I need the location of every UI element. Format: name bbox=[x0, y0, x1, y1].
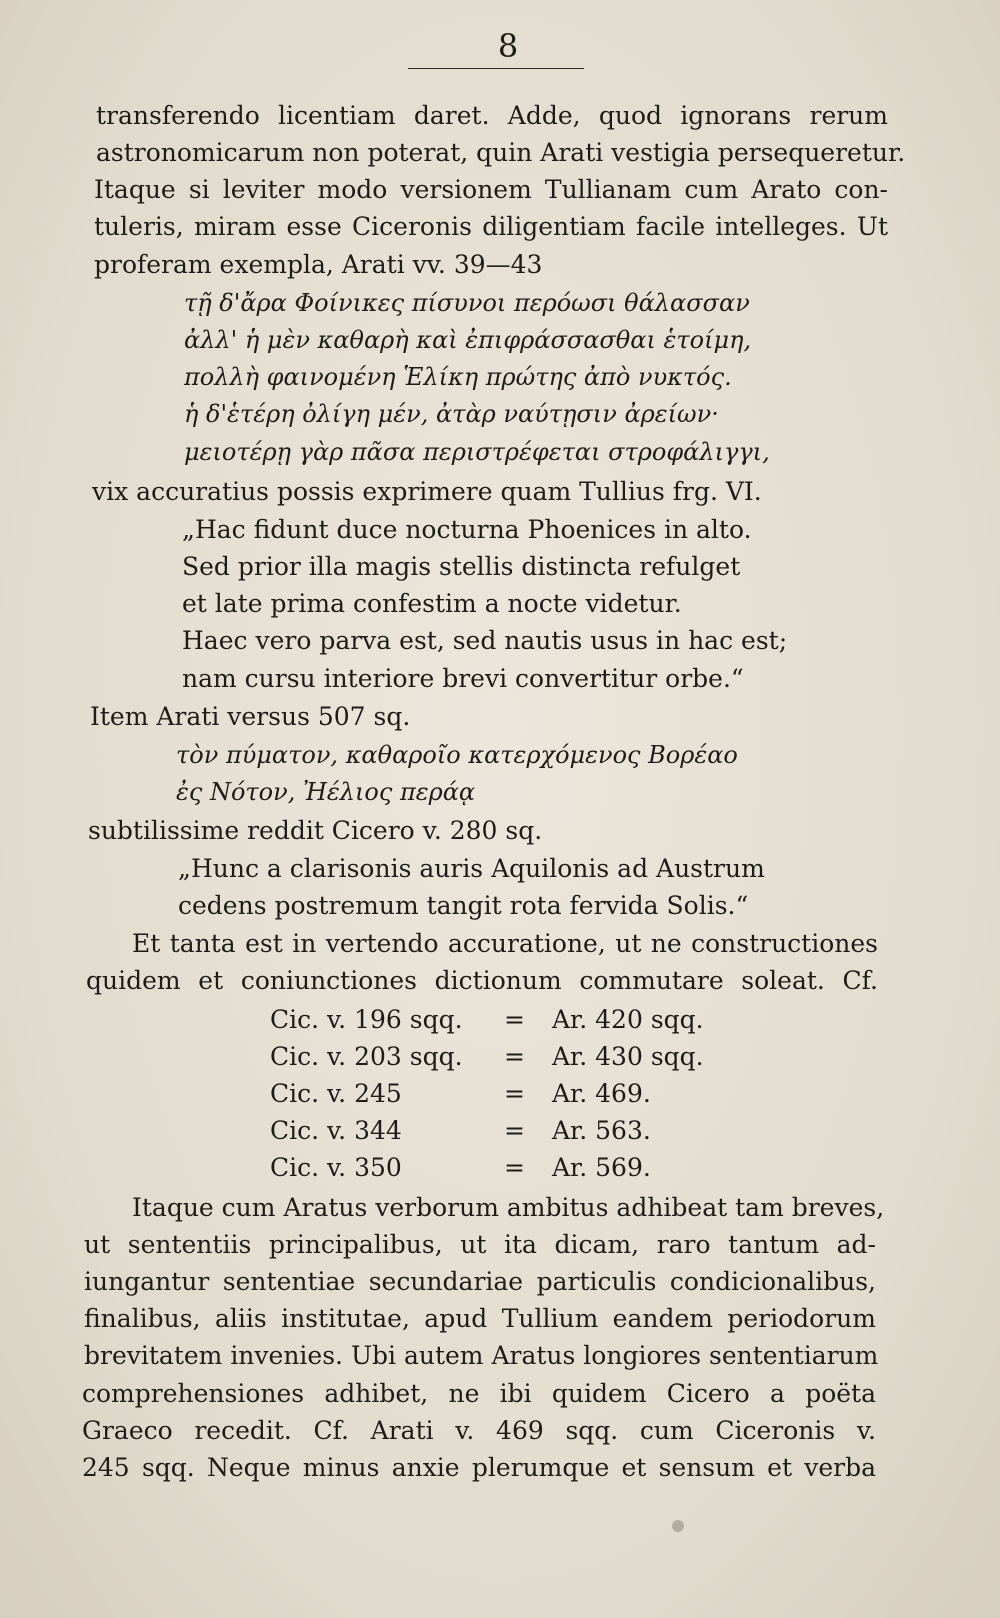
equals-sign: = bbox=[504, 1153, 525, 1182]
text-line: Et tanta est in vertendo accuratione, ut ne constructiones bbox=[132, 929, 878, 958]
equals-sign: = bbox=[504, 1079, 525, 1108]
greek-verse: ἀλλ' ἡ μὲν καθαρὴ καὶ ἐπιφράσσασθαι ἑτοίμη, bbox=[184, 326, 752, 354]
aratus-ref: Ar. 469. bbox=[552, 1079, 651, 1108]
greek-verse: τῇ δ'ἄρα Φοίνικες πίσυνοι περόωσι θάλασσαν bbox=[184, 289, 750, 317]
ink-spot bbox=[672, 1520, 684, 1532]
text-line: proferam exempla, Arati vv. 39—43 bbox=[94, 250, 543, 279]
cicero-ref: Cic. v. 344 bbox=[270, 1116, 402, 1145]
text-line: brevitatem invenies. Ubi autem Aratus longiores sententiarum bbox=[84, 1341, 879, 1370]
latin-verse: „Hunc a clarisonis auris Aquilonis ad Austrum bbox=[178, 854, 765, 883]
aratus-ref: Ar. 563. bbox=[552, 1116, 651, 1145]
latin-verse: Sed prior illa magis stellis distincta refulget bbox=[182, 552, 741, 581]
text-line: transferendo licentiam daret. Adde, quod ignorans rerum bbox=[96, 101, 888, 130]
equals-sign: = bbox=[504, 1116, 525, 1145]
cicero-ref: Cic. v. 196 sqq. bbox=[270, 1005, 463, 1034]
text-line: ut sententiis principalibus, ut ita dicam, raro tantum ad- bbox=[84, 1230, 876, 1259]
text-line: astronomicarum non poterat, quin Arati vestigia persequeretur. bbox=[96, 138, 906, 167]
aratus-ref: Ar. 430 sqq. bbox=[552, 1042, 704, 1071]
text-line: subtilissime reddit Cicero v. 280 sq. bbox=[88, 816, 543, 845]
text-line: tuleris, miram esse Ciceronis diligentiam facile intelleges. Ut bbox=[94, 212, 888, 241]
latin-verse: nam cursu interiore brevi convertitur orbe.“ bbox=[182, 664, 744, 693]
text-line: vix accuratius possis exprimere quam Tullius frg. VI. bbox=[92, 477, 762, 506]
header-rule bbox=[408, 68, 584, 69]
text-line: Itaque cum Aratus verborum ambitus adhibeat tam breves, bbox=[132, 1193, 885, 1222]
text-line: Item Arati versus 507 sq. bbox=[90, 702, 411, 731]
greek-verse: ἡ δ'ἑτέρη ὀλίγη μέν, ἀτὰρ ναύτῃσιν ἀρείων· bbox=[184, 400, 719, 428]
cicero-ref: Cic. v. 245 bbox=[270, 1079, 402, 1108]
greek-verse: τὸν πύματον, καθαροῖο κατερχόμενος Βορέαο bbox=[176, 741, 738, 769]
text-line: quidem et coniunctiones dictionum commutare soleat. Cf. bbox=[86, 966, 878, 995]
equals-sign: = bbox=[504, 1042, 525, 1071]
text-line: 245 sqq. Neque minus anxie plerumque et sensum et verba bbox=[82, 1453, 876, 1482]
page-number: 8 bbox=[497, 27, 519, 65]
text-line: iungantur sententiae secundariae particulis condicionalibus, bbox=[84, 1267, 876, 1296]
latin-verse: cedens postremum tangit rota fervida Solis.“ bbox=[178, 891, 749, 920]
cicero-ref: Cic. v. 350 bbox=[270, 1153, 402, 1182]
latin-verse: „Hac fidunt duce nocturna Phoenices in alto. bbox=[182, 515, 752, 544]
text-line: comprehensiones adhibet, ne ibi quidem Cicero a poëta bbox=[82, 1379, 876, 1408]
latin-verse: Haec vero parva est, sed nautis usus in hac est; bbox=[182, 626, 788, 655]
greek-verse: ἐς Νότον, Ἠέλιος περάᾳ bbox=[176, 778, 476, 806]
text-line: finalibus, aliis institutae, apud Tullium eandem periodorum bbox=[84, 1304, 876, 1333]
greek-verse: πολλὴ φαινομένη Ἑλίκη πρώτης ἀπὸ νυκτός. bbox=[184, 363, 732, 391]
text-line: Itaque si leviter modo versionem Tullianam cum Arato con- bbox=[94, 175, 888, 204]
cicero-ref: Cic. v. 203 sqq. bbox=[270, 1042, 463, 1071]
aratus-ref: Ar. 569. bbox=[552, 1153, 651, 1182]
aratus-ref: Ar. 420 sqq. bbox=[552, 1005, 704, 1034]
latin-verse: et late prima confestim a nocte videtur. bbox=[182, 589, 682, 618]
equals-sign: = bbox=[504, 1005, 525, 1034]
greek-verse: μειοτέρῃ γὰρ πᾶσα περιστρέφεται στροφάλιγγι, bbox=[184, 438, 770, 466]
text-line: Graeco recedit. Cf. Arati v. 469 sqq. cum Ciceronis v. bbox=[82, 1416, 876, 1445]
